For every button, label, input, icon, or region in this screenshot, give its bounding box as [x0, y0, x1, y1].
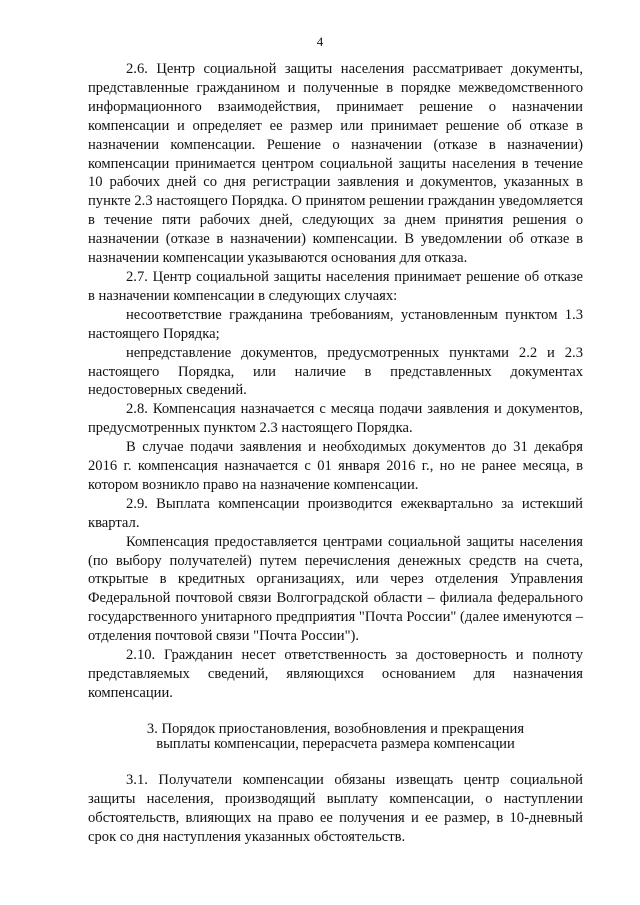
paragraph-2-8: 2.8. Компенсация назначается с месяца подачи заявления и документов, предусмотренных пунктом 2.3 настоящего Порядка.	[88, 401, 583, 437]
paragraph-3-1: 3.1. Получатели компенсации обязаны извещать центр социальной защиты населения, производящий выплату компенсации, о наступлении обстоятельств, влияющих на право ее получения и ее размер, в 10-дневный срок со дня наступления указанных обстоятельств.	[88, 771, 583, 845]
document-body	[88, 60, 583, 846]
paragraph-2-7-case-1: несоответствие гражданина требованиям, установленным пунктом 1.3 настоящего Порядка;	[88, 306, 583, 342]
paragraph-2-7-case-2: непредставление документов, предусмотренных пунктами 2.2 и 2.3 настоящего Порядка, или наличие в представленных документах недостоверных сведений.	[88, 344, 583, 399]
paragraph-2-7: 2.7. Центр социальной защиты населения принимает решение об отказе в назначении компенсации в следующих случаях:	[88, 268, 583, 304]
paragraph-2-9: 2.9. Выплата компенсации производится ежеквартально за истекший квартал.	[88, 495, 583, 531]
section-3-title-line-1: 3. Порядок приостановления, возобновления и прекращения	[146, 720, 525, 737]
page-number: 4	[316, 34, 324, 49]
paragraph-2-9-delivery: Компенсация предоставляется центрами социальной защиты населения (по выбору получателей) путем перечисления денежных средств на счета, открытые в кредитных организациях, или через отделения Управления Федеральной почтовой связи Волгоградской области – филиала федерального государственного унитарного предприятия "Почта России" (далее именуются – отделения почтовой связи "Почта России").	[88, 533, 583, 645]
section-3-title-line-2: выплаты компенсации, перерасчета размера компенсации	[156, 735, 515, 752]
section-3-title	[88, 722, 583, 752]
paragraph-2-10: 2.10. Гражданин несет ответственность за достоверность и полноту представляемых сведений, являющихся основанием для назначения компенсации.	[88, 647, 583, 701]
paragraph-2-8-note: В случае подачи заявления и необходимых документов до 31 декабря 2016 г. компенсация назначается с 01 января 2016 г., но не ранее месяца, в котором возникло право на назначение компенсации.	[88, 439, 583, 493]
paragraph-2-6: 2.6. Центр социальной защиты населения рассматривает документы, представленные гражданином и полученные в порядке межведомственного информационного взаимодействия, принимает решение о назначении компенсации и определяет ее размер или принимает решение об отказе в назначении компенсации. Решение о назначении (отказе в назначении) компенсации принимается центром социальной защиты населения в течение 10 рабочих дней со дня регистрации заявления и документов, указанных в пункте 2.3 настоящего Порядка. О принятом решении гражданин уведомляется в течение пяти рабочих дней, следующих за днем принятия решения о назначении (отказе в назначении) компенсации. В уведомлении об отказе в назначении компенсации указываются основания для отказа.	[88, 61, 583, 267]
